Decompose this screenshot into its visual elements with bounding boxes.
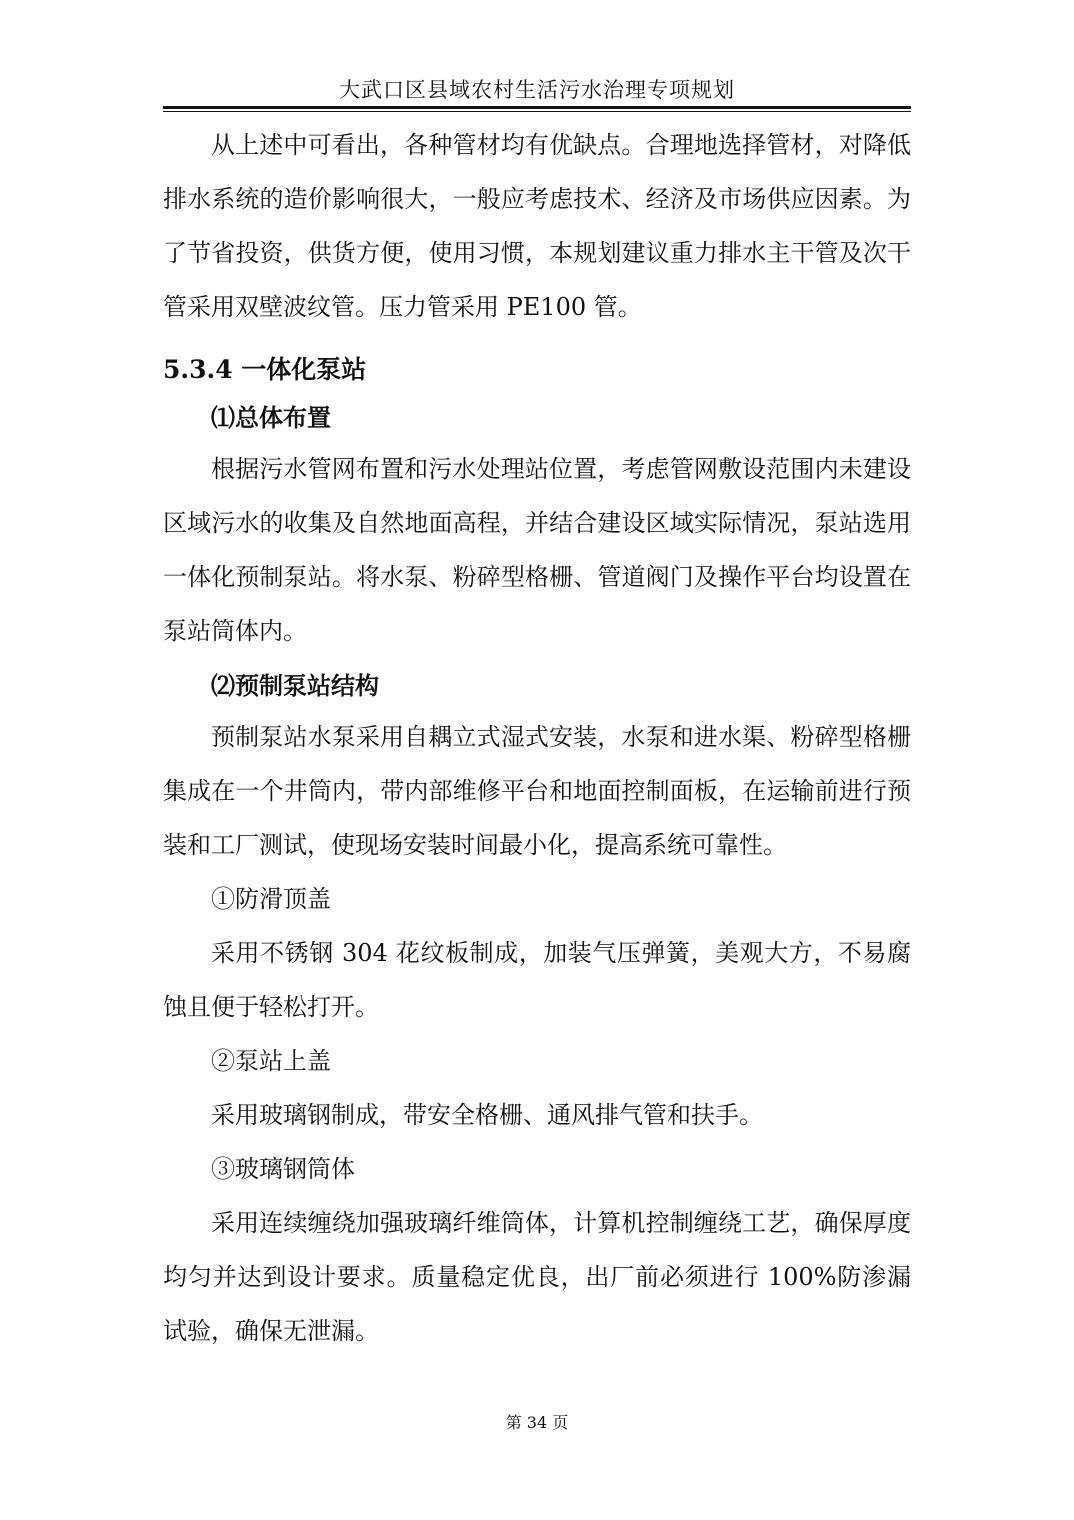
section-heading: 5.3.4 一体化泵站 xyxy=(163,355,367,384)
item-paragraph-upper-cover: 采用玻璃钢制成，带安全格栅、通风排气管和扶手。 xyxy=(211,1101,763,1129)
item-title-frp-cylinder: ③玻璃钢筒体 xyxy=(211,1155,355,1183)
structure-paragraph: 预制泵站水泵采用自耦立式湿式安装，水泵和进水渠、粉碎型格栅集成在一个井筒内，带内部维修平台和地面控制面板，在运输前进行预装和工厂测试，使现场安装时间最小化，提高系统可靠性。 xyxy=(163,723,911,859)
subsection-heading-structure: ⑵预制泵站结构 xyxy=(211,671,379,700)
layout-paragraph: 根据污水管网布置和污水处理站位置，考虑管网敷设范围内未建设区域污水的收集及自然地面高程，并结合建设区域实际情况，泵站选用一体化预制泵站。将水泵、粉碎型格栅、管道阀门及操作平台均设置在泵站筒体内。 xyxy=(163,455,911,645)
header-rule-thin xyxy=(163,111,911,112)
item-paragraph-anti-slip-cover: 采用不锈钢 304 花纹板制成，加装气压弹簧，美观大方，不易腐蚀且便于轻松打开。 xyxy=(163,939,911,1021)
header-rule-thick xyxy=(163,106,911,109)
page-header-title: 大武口区县域农村生活污水治理专项规划 xyxy=(339,78,735,102)
item-title-upper-cover: ②泵站上盖 xyxy=(211,1047,331,1075)
subsection-heading-layout: ⑴总体布置 xyxy=(211,403,331,432)
page-number: 第 34 页 xyxy=(505,1413,569,1432)
item-title-anti-slip-cover: ①防滑顶盖 xyxy=(211,885,331,913)
item-paragraph-frp-cylinder: 采用连续缠绕加强玻璃纤维筒体，计算机控制缠绕工艺，确保厚度均匀并达到设计要求。质量稳定优良，出厂前必须进行 100%防渗漏试验，确保无泄漏。 xyxy=(163,1209,911,1345)
intro-paragraph: 从上述中可看出，各种管材均有优缺点。合理地选择管材，对降低排水系统的造价影响很大，一般应考虑技术、经济及市场供应因素。为了节省投资，供货方便，使用习惯，本规划建议重力排水主干管及次干管采用双壁波纹管。压力管采用 PE100 管。 xyxy=(163,131,911,321)
document-body xyxy=(163,118,911,1358)
